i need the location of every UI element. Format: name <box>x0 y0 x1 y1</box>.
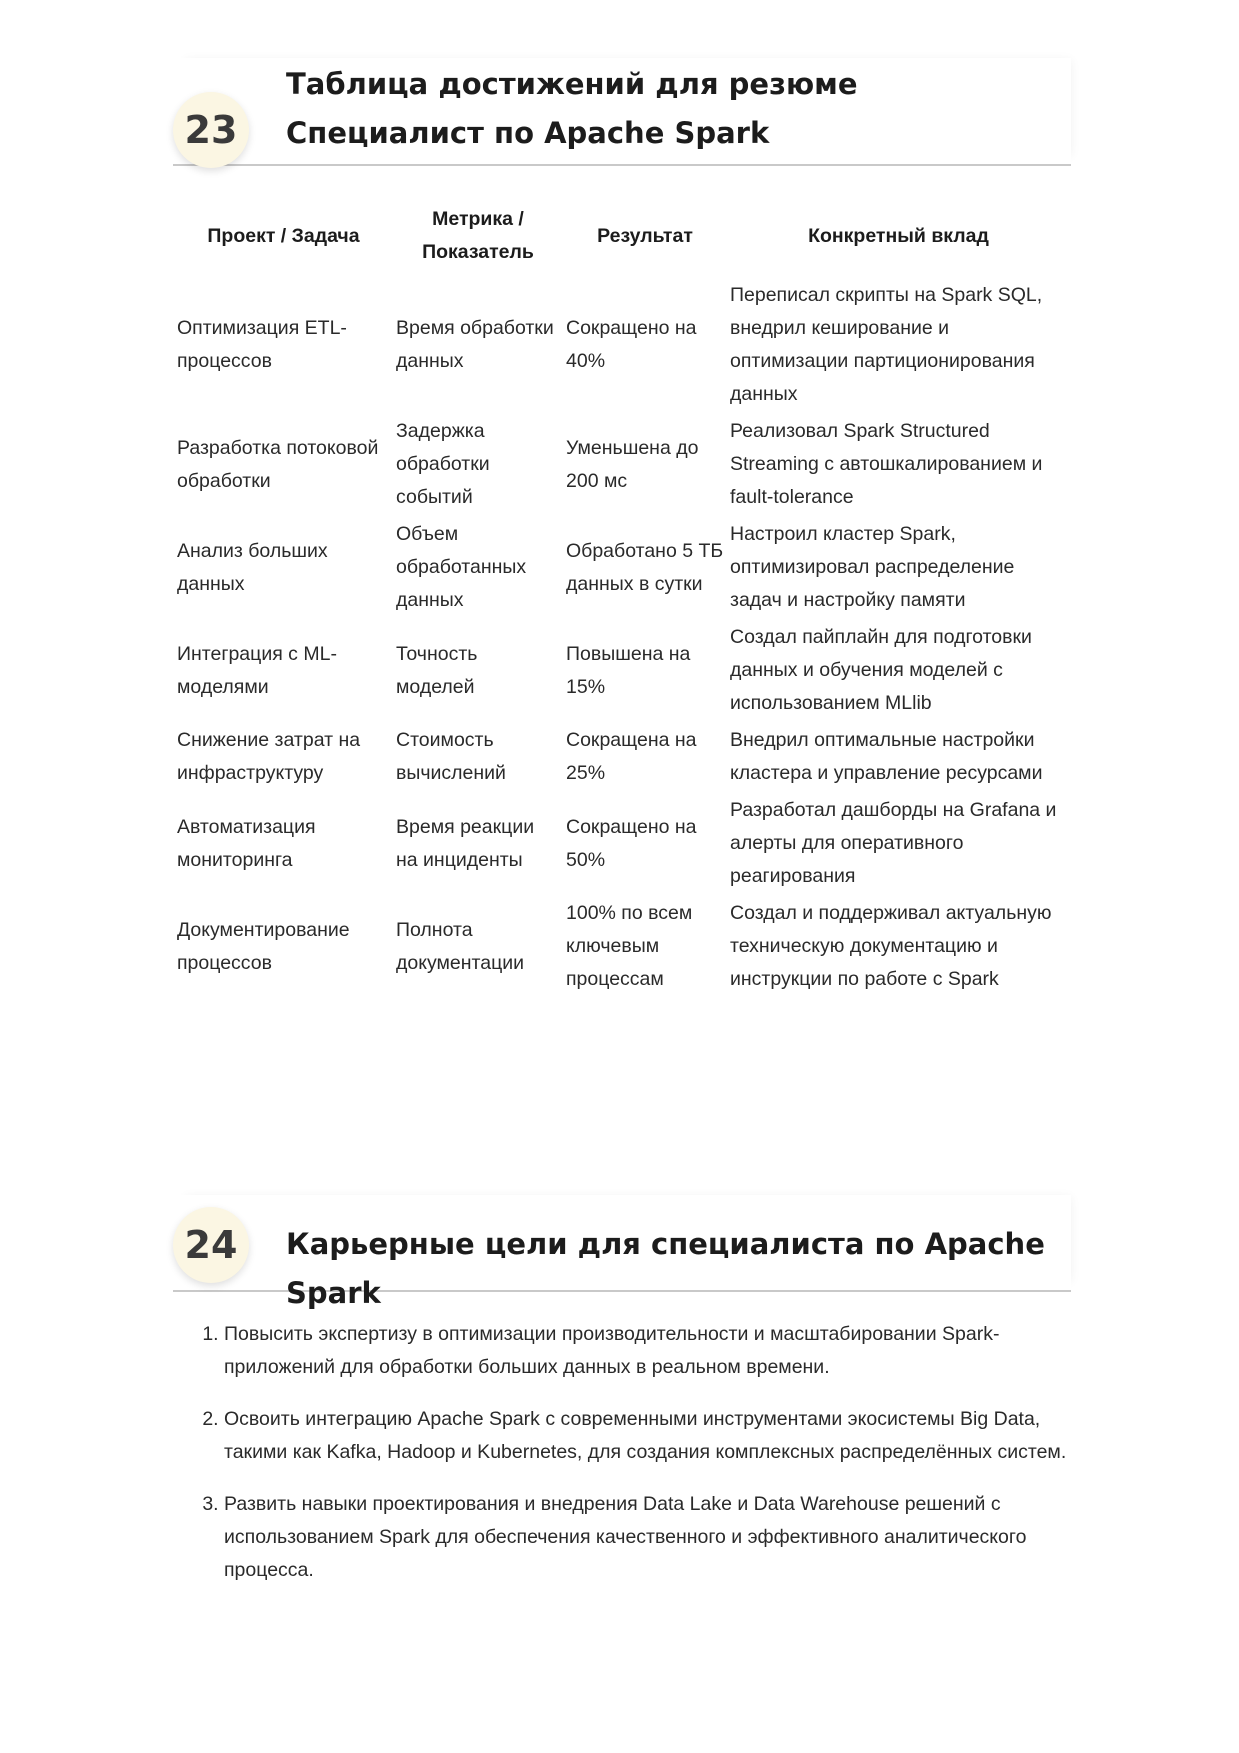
cell-result: Сокращено на 50% <box>566 815 697 871</box>
cell-project: Анализ больших данных <box>177 539 328 595</box>
cell-result: Уменьшена до 200 мс <box>566 436 699 492</box>
career-goals-list <box>224 1318 1070 1606</box>
cell-contribution: Разработал дашборды на Grafana и алерты для оперативного реагирования <box>730 799 1057 887</box>
table-row <box>174 619 1070 722</box>
column-header-result: Результат <box>597 224 693 247</box>
cell-project: Документирование процессов <box>177 918 350 974</box>
cell-result: Сокращено на 40% <box>566 317 697 372</box>
cell-contribution: Внедрил оптимальные настройки кластера и управление ресурсами <box>730 729 1043 784</box>
cell-metric: Задержка обработки событий <box>396 420 490 508</box>
cell-metric: Время обработки данных <box>396 317 554 372</box>
cell-result: Обработано 5 ТБ данных в сутки <box>566 539 724 595</box>
cell-project: Оптимизация ETL-процессов <box>177 317 347 372</box>
cell-contribution: Создал пайплайн для подготовки данных и обучения моделей с использованием MLlib <box>730 626 1032 714</box>
list-item: 2. Освоить интеграцию Apache Spark с современными инструментами экосистемы Big Data, такими как Kafka, Hadoop и Kubernetes, для создания комплексных распределённых систем. <box>224 1403 1070 1469</box>
table-row <box>174 413 1070 516</box>
cell-metric: Объем обработанных данных <box>396 523 527 611</box>
cell-project: Автоматизация мониторинга <box>177 815 316 871</box>
cell-contribution: Переписал скрипты на Spark SQL, внедрил кеширование и оптимизации партиционирования данных <box>730 284 1043 405</box>
cell-metric: Стоимость вычислений <box>396 729 506 784</box>
column-header-project: Проект / Задача <box>207 224 360 247</box>
table-row <box>174 895 1070 998</box>
section-title: Таблица достижений для резюме Специалист по Apache Spark <box>286 67 858 150</box>
section-number-badge: 24 <box>173 1207 249 1283</box>
section-number-badge: 23 <box>173 92 249 168</box>
column-header-metric: Метрика / Показатель <box>422 208 534 263</box>
table-row <box>174 792 1070 895</box>
section-title: Карьерные цели для специалиста по Apache Spark <box>286 1227 1045 1310</box>
cell-contribution: Настроил кластер Spark, оптимизировал распределение задач и настройку памяти <box>730 523 1015 611</box>
cell-metric: Точность моделей <box>396 642 478 698</box>
cell-result: Сокращена на 25% <box>566 729 697 784</box>
section-24-header <box>173 1195 1071 1310</box>
section-23-header <box>173 58 1071 166</box>
cell-project: Разработка потоковой обработки <box>177 436 379 492</box>
cell-project: Снижение затрат на инфраструктуру <box>177 729 361 784</box>
achievements-table <box>174 198 1070 998</box>
table-row <box>174 722 1070 792</box>
table-row <box>174 277 1070 413</box>
list-item: 1. Повысить экспертизу в оптимизации производительности и масштабировании Spark-приложений для обработки больших данных в реальном времени. <box>224 1318 1070 1384</box>
table-row <box>174 516 1070 619</box>
cell-metric: Полнота документации <box>396 918 525 974</box>
cell-contribution: Создал и поддерживал актуальную техническую документацию и инструкции по работе с Spark <box>730 902 1052 990</box>
list-item: 3. Развить навыки проектирования и внедрения Data Lake и Data Warehouse решений с использованием Spark для обеспечения качественного и эффективного аналитического процесса. <box>224 1488 1070 1587</box>
cell-metric: Время реакции на инциденты <box>396 815 535 871</box>
cell-result: Повышена на 15% <box>566 642 691 698</box>
column-header-contribution: Конкретный вклад <box>808 224 989 247</box>
table-header-row <box>174 198 1070 277</box>
cell-contribution: Реализовал Spark Structured Streaming с автошкалированием и fault-tolerance <box>730 420 1043 508</box>
cell-project: Интеграция с ML-моделями <box>177 642 337 698</box>
cell-result: 100% по всем ключевым процессам <box>566 902 693 990</box>
